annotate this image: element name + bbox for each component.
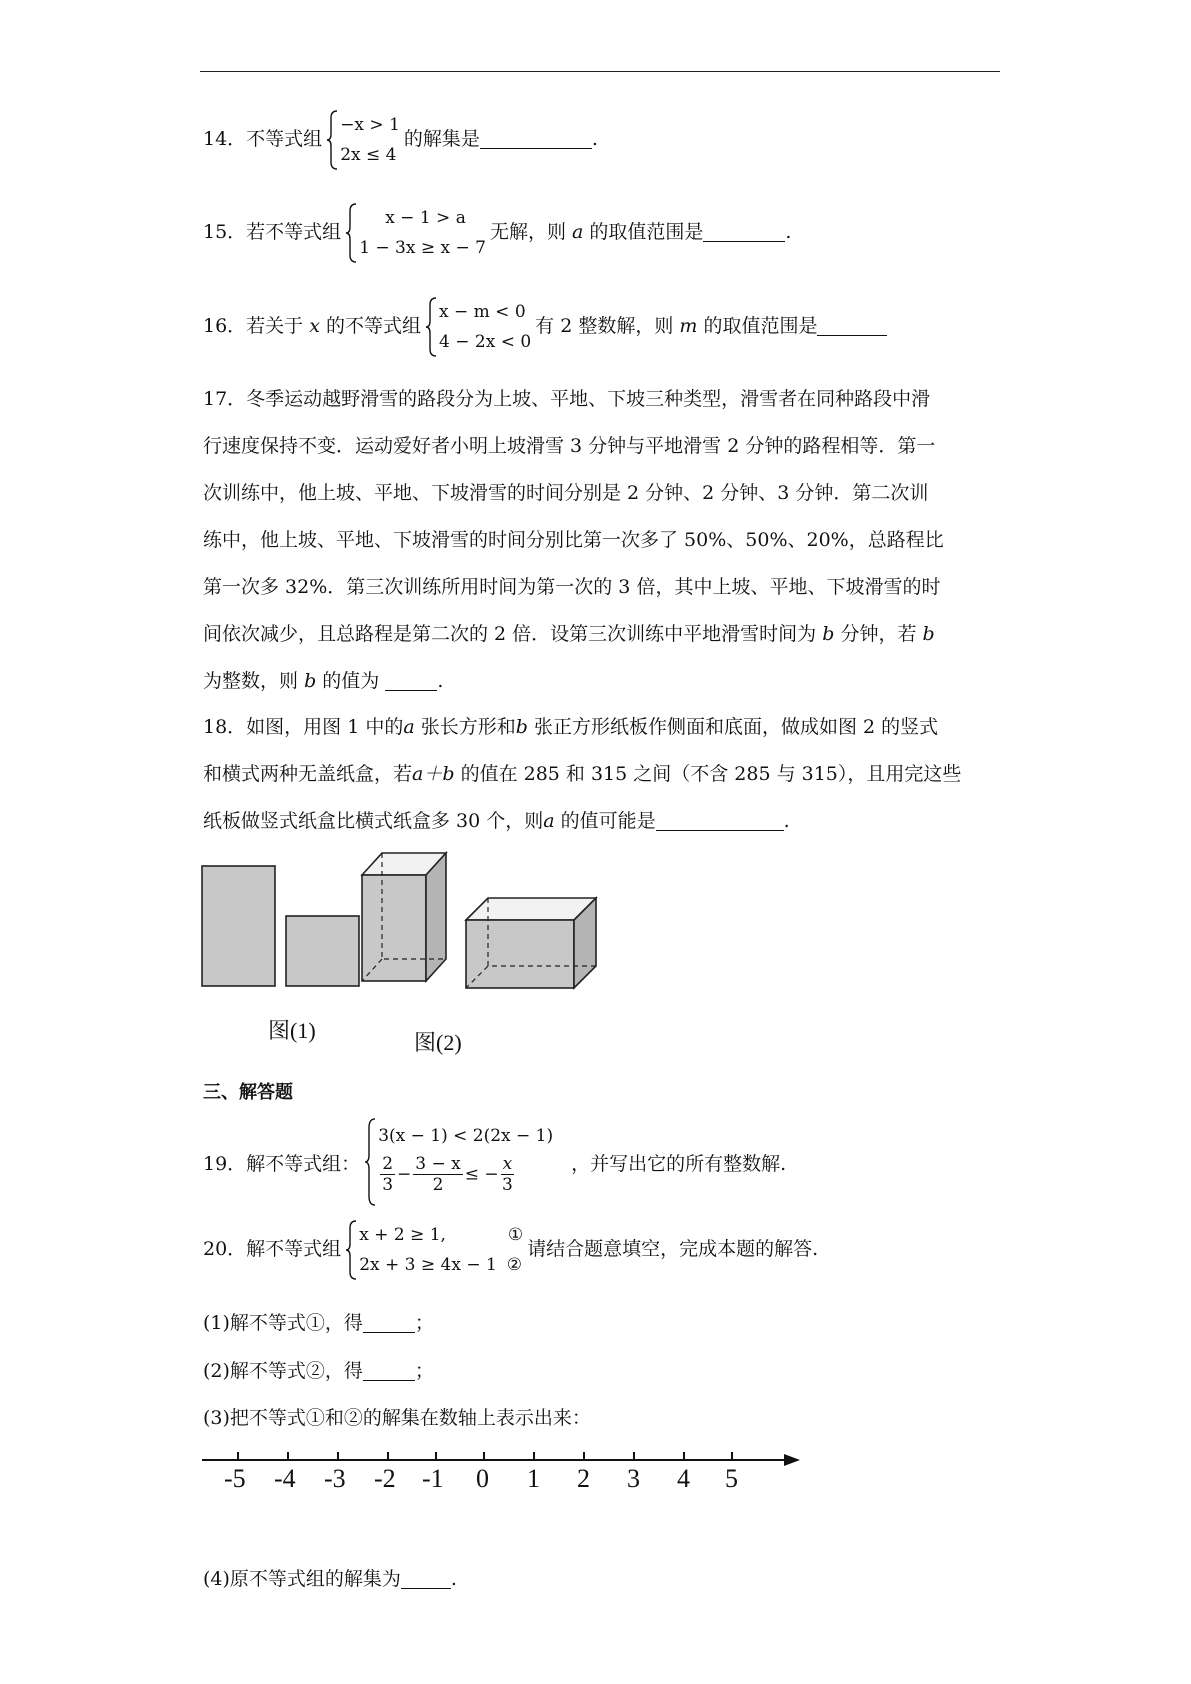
section-title: 三、解答题 <box>203 1082 293 1103</box>
q15-line2: 1 − 3x ≥ x − 7 <box>359 238 486 258</box>
q20-part1-end: ； <box>414 1312 434 1334</box>
q19-frac2 <box>413 1154 462 1195</box>
q19-system <box>364 1118 553 1206</box>
q15-var-a: a <box>572 221 584 243</box>
q19-line1: 3(x − 1) < 2(2x − 1) <box>378 1126 554 1146</box>
q20-line1 <box>359 1220 523 1250</box>
q17-line-5: 第一次多 32%．第三次训练所用时间为第一次的 3 倍，其中上坡、平地、下坡滑雪的时 <box>203 576 941 598</box>
frac3-num: x <box>502 1154 513 1174</box>
q17-line-1: 17．冬季运动越野滑雪的路段分为上坡、平地、下坡三种类型，滑雪者在同种路段中滑 <box>203 388 931 410</box>
q18-line-2 <box>203 751 1000 798</box>
q18-figure <box>196 850 616 1000</box>
q18-line2-b: 的值在 285 和 315 之间（不含 285 与 315），且用完这些 <box>460 763 962 785</box>
q19-line2 <box>378 1154 553 1206</box>
q17-var-b: b <box>822 623 835 645</box>
q14-line1: −x > 1 <box>340 115 400 135</box>
q20-part3: (3)把不等式①和②的解集在数轴上表示出来： <box>203 1407 591 1429</box>
q20-mark1: ① <box>507 1225 524 1245</box>
q20-part4-blank[interactable] <box>401 1568 451 1589</box>
q18-line3-a: 纸板做竖式纸盒比横式纸盒多 30 个，则 <box>203 810 544 832</box>
q15-prefix: 15．若不等式组 <box>203 221 342 243</box>
q17-line7-b: 的值为 <box>322 670 380 692</box>
q20-part1 <box>203 1310 434 1336</box>
brace-icon <box>364 1118 376 1206</box>
q14-line2: 2x ≤ 4 <box>340 145 397 165</box>
q18-end: . <box>783 810 790 832</box>
tick-label: -4 <box>274 1464 296 1493</box>
q19-frac1 <box>380 1154 395 1195</box>
tick-label: -1 <box>422 1464 444 1493</box>
header-rule <box>200 71 1000 72</box>
q14-prefix: 14．不等式组 <box>203 128 323 150</box>
number-line-ticks <box>238 1452 732 1460</box>
frac1-num: 2 <box>382 1154 394 1174</box>
q20-line2 <box>359 1250 523 1280</box>
q16-line2: 4 − 2x < 0 <box>439 332 532 352</box>
q20-suffix: 请结合题意填空，完成本题的解答. <box>527 1238 819 1260</box>
q17-line6-b: 分钟，若 <box>840 623 917 645</box>
brace-icon <box>345 203 357 263</box>
arrow-right-icon <box>784 1454 800 1466</box>
q17-end: . <box>437 670 444 692</box>
q14-suffix: 的解集是 <box>403 128 480 150</box>
q16-prefix-a: 16．若关于 <box>203 315 304 337</box>
q18-line1-a: 18．如图，用图 1 中的 <box>203 716 404 738</box>
q20-part2-end: ； <box>414 1360 434 1382</box>
q20-line2-text: 2x + 3 ≥ 4x − 1 <box>359 1255 497 1275</box>
q15-suffix-a: 无解，则 <box>489 221 566 243</box>
q15-end: . <box>785 221 792 243</box>
q15-suffix-b: 的取值范围是 <box>589 221 704 243</box>
frac1-den: 3 <box>382 1175 394 1195</box>
q15-line1: x − 1 > a <box>385 208 466 228</box>
q17-line6-a: 间依次减少，且总路程是第二次的 2 倍．设第三次训练中平地滑雪时间为 <box>203 623 817 645</box>
q20-mark2: ② <box>506 1255 523 1275</box>
tick-label: 3 <box>627 1464 640 1493</box>
brace-icon <box>345 1220 357 1280</box>
question-15 <box>203 203 791 263</box>
q16-prefix-b: 的不等式组 <box>326 315 422 337</box>
q20-prefix: 20．解不等式组 <box>203 1238 342 1260</box>
q18-line1-c: 张正方形纸板作侧面和底面，做成如图 2 的竖式 <box>533 716 939 738</box>
frac2-num: 3 − x <box>415 1154 461 1174</box>
brace-icon <box>425 297 437 357</box>
q19-prefix: 19．解不等式组： <box>203 1152 361 1175</box>
q18-line-1 <box>203 704 1000 751</box>
q17-var-b2: b <box>922 623 935 645</box>
q17-line-7 <box>203 658 1000 705</box>
q16-var-m: m <box>679 315 698 337</box>
q17-answer-blank[interactable] <box>385 670 437 691</box>
tick-label: 1 <box>527 1464 540 1493</box>
q19-suffix: ，并写出它的所有整数解. <box>571 1152 787 1175</box>
tick-label: 0 <box>476 1464 489 1493</box>
q17-line-2: 行速度保持不变．运动爱好者小明上坡滑雪 3 分钟与平地滑雪 2 分钟的路程相等．第一 <box>203 435 936 457</box>
q20-part2-blank[interactable] <box>363 1360 415 1381</box>
q20-part2 <box>203 1358 434 1384</box>
q18-var-a: a <box>403 716 415 738</box>
question-20 <box>203 1220 818 1280</box>
fig2-horizontal-box <box>466 898 596 988</box>
q14-end: . <box>591 128 598 150</box>
q20-part1-blank[interactable] <box>363 1312 415 1333</box>
fig2-vertical-box <box>362 853 446 981</box>
tick-label: 4 <box>677 1464 690 1493</box>
q16-answer-blank[interactable] <box>817 315 887 336</box>
q20-part4-end: . <box>450 1568 457 1590</box>
q20-part1-text: (1)解不等式①，得 <box>203 1312 363 1334</box>
q17-line-3: 次训练中，他上坡、平地、下坡滑雪的时间分别是 2 分钟、2 分钟、3 分钟．第二次训 <box>203 482 929 504</box>
q16-suffix-a: 有 2 整数解，则 <box>535 315 674 337</box>
q19-frac3 <box>501 1154 515 1195</box>
tick-label: -2 <box>374 1464 396 1493</box>
tick-label: -3 <box>324 1464 346 1493</box>
question-19 <box>203 1118 786 1206</box>
tick-label: -5 <box>224 1464 246 1493</box>
question-16 <box>203 297 887 357</box>
q16-line1: x − m < 0 <box>439 302 526 322</box>
q18-line3-b: 的值可能是 <box>560 810 656 832</box>
q16-system <box>425 297 531 357</box>
q17-line-4: 练中，他上坡、平地、下坡滑雪的时间分别比第一次多了 50%、50%、20%，总路程比 <box>203 529 944 551</box>
tick-label: 2 <box>577 1464 590 1493</box>
frac3-den: 3 <box>502 1175 513 1195</box>
q20-system <box>345 1220 523 1280</box>
fig1-rectangle <box>202 866 275 986</box>
frac2-den: 2 <box>432 1175 444 1195</box>
brace-icon <box>326 110 338 170</box>
q16-var-x: x <box>309 315 320 337</box>
fig1-caption: 图(1) <box>268 1018 316 1043</box>
q19-minus: − <box>397 1164 412 1185</box>
q18-expr: a＋b <box>412 763 455 785</box>
q18-line-3 <box>203 798 1000 845</box>
q14-answer-blank[interactable] <box>480 128 592 149</box>
q18-line2-a: 和横式两种无盖纸盒，若 <box>203 763 413 785</box>
q17-line-6 <box>203 611 1000 658</box>
q18-var-a2: a <box>543 810 555 832</box>
tick-label: 5 <box>725 1464 738 1493</box>
fig2-caption: 图(2) <box>414 1030 462 1055</box>
question-14 <box>203 110 598 170</box>
q18-line1-b: 张长方形和 <box>420 716 516 738</box>
q20-part2-text: (2)解不等式②，得 <box>203 1360 363 1382</box>
q20-line1-text: x + 2 ≥ 1, <box>359 1225 446 1245</box>
q16-suffix-b: 的取值范围是 <box>703 315 818 337</box>
q20-part4 <box>203 1566 457 1592</box>
q17-var-b3: b <box>304 670 317 692</box>
q15-answer-blank[interactable] <box>703 221 785 242</box>
q20-part4-text: (4)原不等式组的解集为 <box>203 1568 401 1590</box>
q15-system <box>345 203 486 263</box>
q14-system <box>326 110 400 170</box>
q17-line7-a: 为整数，则 <box>203 670 299 692</box>
question-17 <box>203 376 1000 705</box>
fig1-square <box>286 916 359 986</box>
q19-le: ≤ − <box>464 1164 499 1185</box>
question-18 <box>203 704 1000 845</box>
q18-var-b: b <box>515 716 528 738</box>
q18-answer-blank[interactable] <box>656 810 784 831</box>
